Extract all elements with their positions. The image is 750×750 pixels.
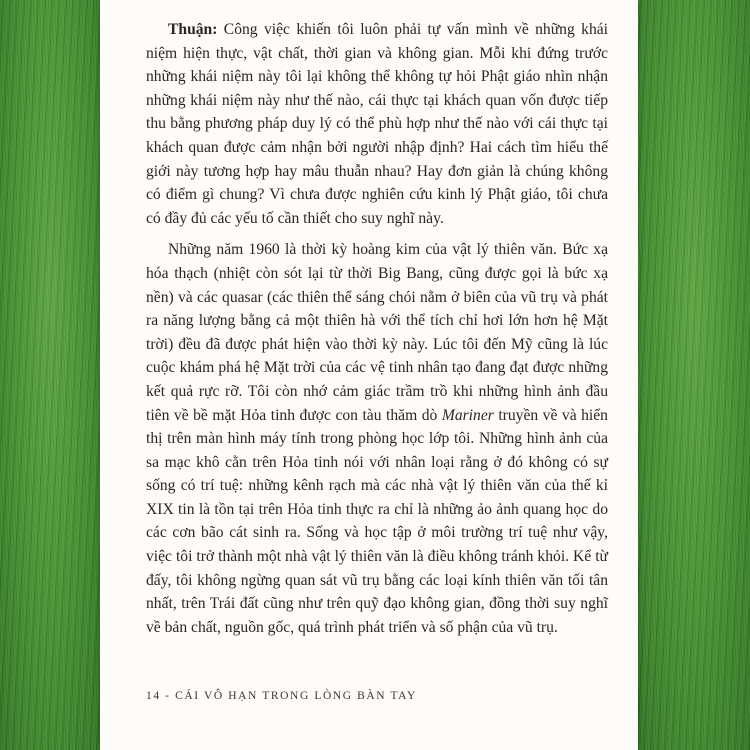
spacecraft-name: Mariner [441,406,494,424]
page-number: 14 [146,690,161,702]
book-title: CÁI VÔ HẠN TRONG LÒNG BÀN TAY [175,690,417,702]
paragraph-1-text: Công việc khiến tôi luôn phải tự vấn mình về những khái niệm hiện thực, vật chất, thời gian và không gian. Mỗi khi đứng trước những khái niệm này tôi lại không thể không tự hỏi Phật giáo nhìn nhận những khái niệm này như thế nào, cái thực tại khách quan vốn được tiếp thu bằng phương pháp duy lý có thể phù hợp như thế nào với cái thực tại khách quan được cảm nhận bởi người nhập định? Hai cách tìm hiểu thế giới này tương hợp hay mâu thuẫn nhau? Hay đơn giản là chúng không có điểm gì chung? Vì chưa được nghiên cứu kinh lý Phật giáo, tôi chưa có đầy đủ các yếu tố cần thiết cho suy nghĩ này. [146,21,608,227]
page-body [146,18,608,639]
paragraph-1 [146,18,608,230]
speaker-name: Thuận: [168,21,218,38]
footer-separator: - [160,690,176,702]
grass-background-left [0,0,100,750]
paragraph-2-text-before: Những năm 1960 là thời kỳ hoàng kim của vật lý thiên văn. Bức xạ hóa thạch (nhiệt còn sót lại từ thời Big Bang, cũng được gọi là bức xạ nền) và các quasar (các thiên thể sáng chói nằm ở biên của vũ trụ và phát ra năng lượng bằng cả một thiên hà với thể tích chỉ hơi lớn hơn hệ Mặt trời) đều đã được phát hiện vào thời kỳ này. Lúc tôi đến Mỹ cũng là lúc cuộc khám phá hệ Mặt trời của các vệ tinh nhân tạo đang đạt được những kết quả rực rỡ. Tôi còn nhớ cảm giác trầm trồ khi những hình ảnh đầu tiên về bề mặt Hỏa tinh được con tàu thăm dò [146,241,608,424]
book-page [100,0,638,750]
running-footer [146,690,417,702]
paragraph-2-text-after: truyền về và hiển thị trên màn hình máy tính trong phòng học lớp tôi. Những hình ảnh của sa mạc khô cằn trên Hỏa tinh nói với nhân loại rằng ở đó không có sự sống có trí tuệ: những kênh rạch mà các nhà vật lý thiên văn của thế kỉ XIX tin là tồn tại trên Hỏa tinh thực ra chỉ là những ảo ảnh quang học do các cơn bão cát sinh ra. Sống và học tập ở môi trường trí tuệ như vậy, việc tôi trở thành một nhà vật lý thiên văn là điều không tránh khỏi. Kể từ đấy, tôi không ngừng quan sát vũ trụ bằng các loại kính thiên văn tối tân nhất, trên Trái đất cũng như trên quỹ đạo không gian, đồng thời suy nghĩ về bản chất, nguồn gốc, quá trình phát triển và số phận của vũ trụ. [146,406,608,636]
paragraph-2 [146,238,608,639]
grass-background-right [638,0,750,750]
